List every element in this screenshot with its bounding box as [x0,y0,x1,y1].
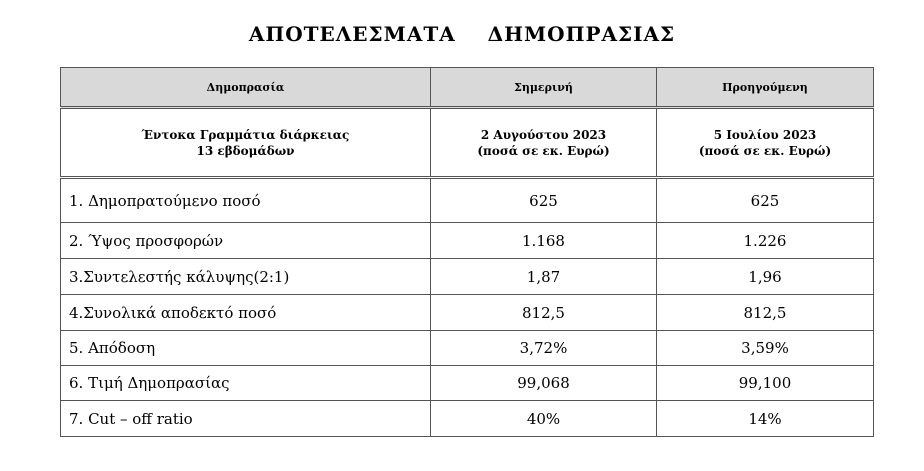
table-row [61,259,874,295]
header-row [61,68,874,108]
row-previous-value: 1.226 [657,223,874,259]
header-current: Σημερινή [431,68,657,108]
document-title: ΑΠΟΤΕΛΕΣΜΑΤΑ ΔΗΜΟΠΡΑΣΙΑΣ [248,22,676,46]
row-current-value: 40% [431,401,657,437]
table-row [61,366,874,401]
subheader-instrument [61,108,431,178]
auction-results-table [60,67,874,437]
row-previous-value: 3,59% [657,331,874,366]
row-previous-value: 812,5 [657,295,874,331]
row-current-value: 1.168 [431,223,657,259]
table-row [61,295,874,331]
row-label: 3.Συντελεστής κάλυψης(2:1) [61,259,431,295]
row-label: 7. Cut – off ratio [61,401,431,437]
instrument-line-2: 13 εβδομάδων [196,143,295,158]
row-previous-value: 99,100 [657,366,874,401]
previous-date: 5 Ιουλίου 2023 [713,127,817,142]
row-current-value: 1,87 [431,259,657,295]
row-label: 6. Τιμή Δημοπρασίας [61,366,431,401]
current-unit: (ποσά σε εκ. Ευρώ) [477,143,610,158]
subheader-previous-date [657,108,874,178]
subheader-current-date [431,108,657,178]
table-row [61,331,874,366]
header-previous: Προηγούμενη [657,68,874,108]
subheader-row [61,108,874,178]
row-current-value: 625 [431,178,657,223]
current-date: 2 Αυγούστου 2023 [480,127,607,142]
header-auction: Δημοπρασία [61,68,431,108]
row-previous-value: 625 [657,178,874,223]
row-current-value: 3,72% [431,331,657,366]
row-current-value: 812,5 [431,295,657,331]
row-previous-value: 1,96 [657,259,874,295]
row-label: 1. Δημοπρατούμενο ποσό [61,178,431,223]
instrument-line-1: Έντοκα Γραμμάτια διάρκειας [141,127,350,142]
previous-unit: (ποσά σε εκ. Ευρώ) [698,143,832,158]
table-row [61,223,874,259]
row-current-value: 99,068 [431,366,657,401]
row-label: 2. Ύψος προσφορών [61,223,431,259]
table-row [61,401,874,437]
row-label: 5. Απόδοση [61,331,431,366]
row-previous-value: 14% [657,401,874,437]
row-label: 4.Συνολικά αποδεκτό ποσό [61,295,431,331]
table-row [61,178,874,223]
